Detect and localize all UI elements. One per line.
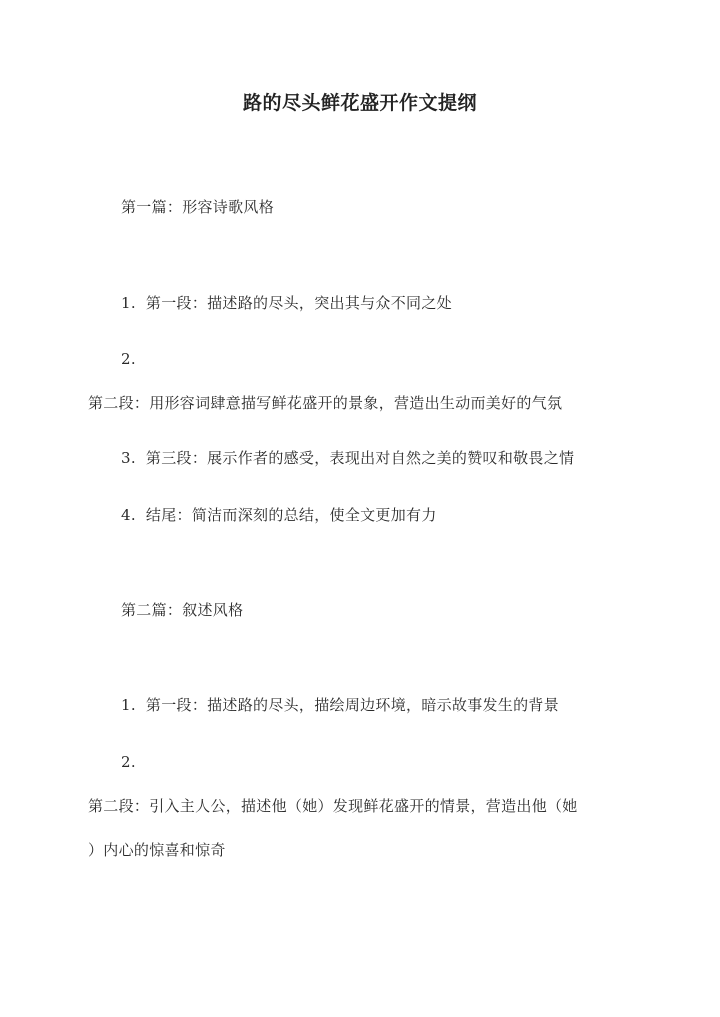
item-text: 第一段：描述路的尽头，突出其与众不同之处 — [145, 294, 452, 312]
part1-item4 — [121, 505, 437, 525]
part2-heading: 第二篇：叙述风格 — [121, 601, 244, 619]
part1-item3 — [121, 448, 574, 468]
part2-item1 — [121, 695, 559, 715]
item-number: 3. — [121, 449, 136, 467]
part1-item1 — [121, 293, 452, 313]
item-text: 结尾：简洁而深刻的总结，使全文更加有力 — [145, 506, 437, 524]
part1-item2-text: 第二段：用形容词肆意描写鲜花盛开的景象，营造出生动而美好的气氛 — [88, 394, 563, 412]
part2-item2-text-line1: 第二段：引入主人公，描述他（她）发现鲜花盛开的情景，营造出他（她 — [88, 797, 578, 815]
document-title: 路的尽头鲜花盛开作文提纲 — [242, 92, 477, 114]
part2-item2-text-line2: ）内心的惊喜和惊奇 — [88, 841, 226, 859]
item-number: 4. — [121, 506, 136, 524]
item-text: 第一段：描述路的尽头，描绘周边环境，暗示故事发生的背景 — [145, 696, 560, 714]
part1-heading: 第一篇：形容诗歌风格 — [121, 198, 275, 216]
item-text: 第三段：展示作者的感受，表现出对自然之美的赞叹和敬畏之情 — [145, 449, 575, 467]
part2-item2-number: 2. — [121, 753, 136, 771]
item-number: 1. — [121, 294, 136, 312]
item-number: 1. — [121, 696, 136, 714]
part1-item2-number: 2. — [121, 350, 136, 368]
